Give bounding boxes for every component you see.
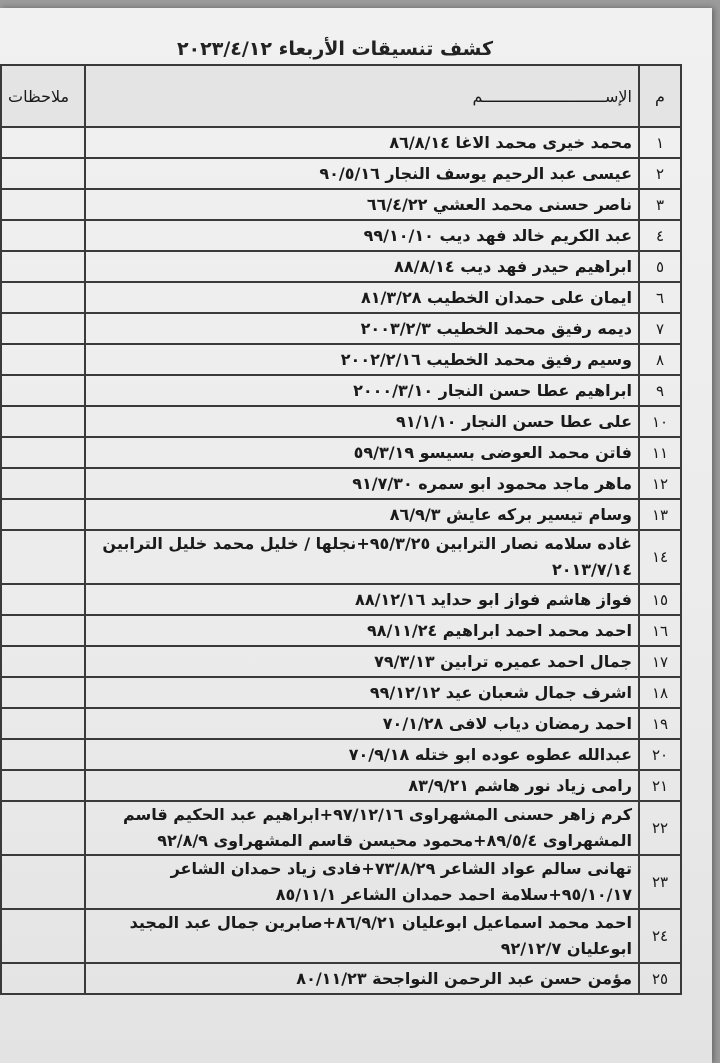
row-number: ١٢ bbox=[639, 468, 681, 499]
row-number: ١١ bbox=[639, 437, 681, 468]
table-row bbox=[1, 677, 681, 708]
row-notes bbox=[1, 468, 85, 499]
table-row bbox=[1, 437, 681, 468]
row-notes bbox=[1, 739, 85, 770]
table-row bbox=[1, 708, 681, 739]
row-notes bbox=[1, 770, 85, 801]
row-name: عبد الكريم خالد فهد ديب ٩٩/١٠/١٠ bbox=[85, 220, 639, 251]
column-header-name: الإســــــــــــــــــــــــــم bbox=[85, 65, 639, 127]
row-name: على عطا حسن النجار ٩١/١/١٠ bbox=[85, 406, 639, 437]
row-notes bbox=[1, 801, 85, 855]
table-row bbox=[1, 739, 681, 770]
table-row bbox=[1, 344, 681, 375]
row-notes bbox=[1, 677, 85, 708]
row-notes bbox=[1, 189, 85, 220]
table-row bbox=[1, 189, 681, 220]
row-notes bbox=[1, 127, 85, 158]
table-row bbox=[1, 855, 681, 909]
row-notes bbox=[1, 158, 85, 189]
table-row bbox=[1, 615, 681, 646]
row-notes bbox=[1, 855, 85, 909]
row-name: ناصر حسنى محمد العشي ٦٦/٤/٢٢ bbox=[85, 189, 639, 220]
row-notes bbox=[1, 584, 85, 615]
row-name: ديمه رفيق محمد الخطيب ٢٠٠٣/٢/٣ bbox=[85, 313, 639, 344]
roster-body bbox=[1, 127, 681, 994]
table-row bbox=[1, 770, 681, 801]
row-number: ٢٥ bbox=[639, 963, 681, 994]
row-name: وسام تيسير بركه عايش ٨٦/٩/٣ bbox=[85, 499, 639, 530]
table-row bbox=[1, 499, 681, 530]
row-number: ٢٤ bbox=[639, 909, 681, 963]
row-number: ٢٠ bbox=[639, 739, 681, 770]
row-name: عبدالله عطوه عوده ابو ختله ٧٠/٩/١٨ bbox=[85, 739, 639, 770]
row-number: ١٩ bbox=[639, 708, 681, 739]
row-notes bbox=[1, 646, 85, 677]
row-number: ٤ bbox=[639, 220, 681, 251]
table-row bbox=[1, 406, 681, 437]
row-number: ٧ bbox=[639, 313, 681, 344]
row-notes bbox=[1, 437, 85, 468]
row-name: وسيم رفيق محمد الخطيب ٢٠٠٢/٢/١٦ bbox=[85, 344, 639, 375]
row-number: ٩ bbox=[639, 375, 681, 406]
page-title: كشف تنسيقات الأربعاء ٢٠٢٣/٤/١٢ bbox=[176, 38, 494, 60]
row-number: ١٧ bbox=[639, 646, 681, 677]
row-name: فاتن محمد العوضى بسيسو ٥٩/٣/١٩ bbox=[85, 437, 639, 468]
row-name: مؤمن حسن عبد الرحمن النواجحة ٨٠/١١/٢٣ bbox=[85, 963, 639, 994]
row-number: ١ bbox=[639, 127, 681, 158]
row-notes bbox=[1, 909, 85, 963]
row-name: ابراهيم حيدر فهد ديب ٨٨/٨/١٤ bbox=[85, 251, 639, 282]
row-name: تهانى سالم عواد الشاعر ٧٣/٨/٢٩+فادى زياد حمدان الشاعر ٩٥/١٠/١٧+سلامة احمد حمدان الشاعر ٨٥/١١/١ bbox=[85, 855, 639, 909]
roster-table bbox=[0, 64, 682, 995]
column-header-notes: ملاحظات bbox=[1, 65, 85, 127]
row-name: ايمان على حمدان الخطيب ٨١/٣/٢٨ bbox=[85, 282, 639, 313]
row-number: ٣ bbox=[639, 189, 681, 220]
column-header-number: م bbox=[639, 65, 681, 127]
table-row bbox=[1, 909, 681, 963]
row-notes bbox=[1, 708, 85, 739]
table-row bbox=[1, 801, 681, 855]
row-notes bbox=[1, 344, 85, 375]
row-name: رامى زياد نور هاشم ٨٣/٩/٢١ bbox=[85, 770, 639, 801]
row-name: محمد خيرى محمد الاغا ٨٦/٨/١٤ bbox=[85, 127, 639, 158]
table-row bbox=[1, 220, 681, 251]
document-page bbox=[0, 8, 712, 1063]
table-row bbox=[1, 530, 681, 584]
row-notes bbox=[1, 282, 85, 313]
row-notes bbox=[1, 220, 85, 251]
table-row bbox=[1, 584, 681, 615]
row-number: ١٥ bbox=[639, 584, 681, 615]
table-header-row bbox=[1, 65, 681, 127]
table-row bbox=[1, 282, 681, 313]
row-number: ٨ bbox=[639, 344, 681, 375]
row-notes bbox=[1, 251, 85, 282]
row-number: ١٠ bbox=[639, 406, 681, 437]
row-number: ٢ bbox=[639, 158, 681, 189]
row-name: ماهر ماجد محمود ابو سمره ٩١/٧/٣٠ bbox=[85, 468, 639, 499]
row-notes bbox=[1, 530, 85, 584]
table-row bbox=[1, 375, 681, 406]
row-number: ١٣ bbox=[639, 499, 681, 530]
row-number: ١٤ bbox=[639, 530, 681, 584]
row-name: احمد رمضان دياب لافى ٧٠/١/٢٨ bbox=[85, 708, 639, 739]
row-notes bbox=[1, 375, 85, 406]
row-name: احمد محمد اسماعيل ابوعليان ٨٦/٩/٢١+صابرين جمال عبد المجيد ابوعليان ٩٢/١٢/٧ bbox=[85, 909, 639, 963]
row-name: عيسى عبد الرحيم يوسف النجار ٩٠/٥/١٦ bbox=[85, 158, 639, 189]
row-number: ٢٣ bbox=[639, 855, 681, 909]
row-name: اشرف جمال شعبان عيد ٩٩/١٢/١٢ bbox=[85, 677, 639, 708]
row-notes bbox=[1, 615, 85, 646]
row-notes bbox=[1, 499, 85, 530]
table-row bbox=[1, 251, 681, 282]
row-name: غاده سلامه نصار الترابين ٩٥/٣/٢٥+نجلها / خليل محمد خليل الترابين ٢٠١٣/٧/١٤ bbox=[85, 530, 639, 584]
table-row bbox=[1, 646, 681, 677]
row-number: ٢٢ bbox=[639, 801, 681, 855]
table-row bbox=[1, 963, 681, 994]
row-number: ٢١ bbox=[639, 770, 681, 801]
row-number: ٦ bbox=[639, 282, 681, 313]
row-name: كرم زاهر حسنى المشهراوى ٩٧/١٢/١٦+ابراهيم عبد الحكيم قاسم المشهراوى ٨٩/٥/٤+محمود محيسن قاسم المشهراوى ٩٢/٨/٩ bbox=[85, 801, 639, 855]
row-notes bbox=[1, 313, 85, 344]
table-row bbox=[1, 313, 681, 344]
row-notes bbox=[1, 963, 85, 994]
row-name: احمد محمد احمد ابراهيم ٩٨/١١/٢٤ bbox=[85, 615, 639, 646]
row-notes bbox=[1, 406, 85, 437]
row-name: جمال احمد عميره ترابين ٧٩/٣/١٣ bbox=[85, 646, 639, 677]
table-row bbox=[1, 127, 681, 158]
row-number: ١٨ bbox=[639, 677, 681, 708]
table-row bbox=[1, 158, 681, 189]
row-number: ٥ bbox=[639, 251, 681, 282]
row-name: ابراهيم عطا حسن النجار ٢٠٠٠/٣/١٠ bbox=[85, 375, 639, 406]
row-name: فواز هاشم فواز ابو حدايد ٨٨/١٢/١٦ bbox=[85, 584, 639, 615]
table-row bbox=[1, 468, 681, 499]
row-number: ١٦ bbox=[639, 615, 681, 646]
